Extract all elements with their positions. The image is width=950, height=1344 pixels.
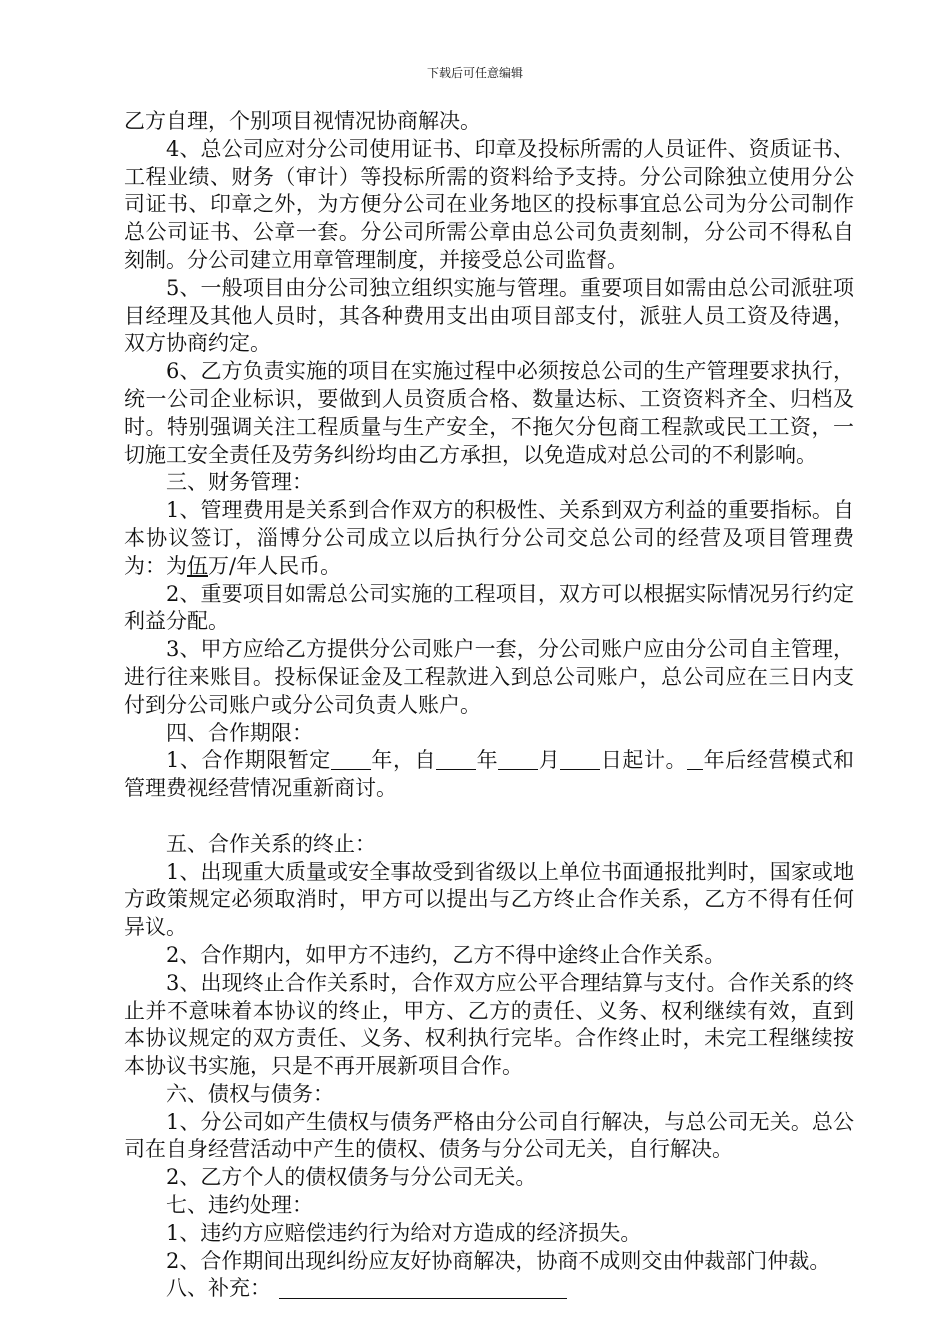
paragraph: 1、违约方应赔偿违约行为给对方造成的经济损失。 bbox=[166, 1220, 642, 1245]
section-heading: 四、合作期限： bbox=[166, 720, 313, 745]
paragraph: 2、乙方个人的债权债务与分公司无关。 bbox=[166, 1165, 537, 1190]
spacer bbox=[124, 803, 854, 831]
paragraph-term bbox=[124, 747, 854, 803]
paragraph: 乙方自理，个别项目视情况协商解决。 bbox=[124, 109, 481, 133]
blank-years bbox=[331, 749, 371, 770]
section-heading: 七、违约处理： bbox=[166, 1193, 313, 1218]
paragraph: 4、总公司应对分公司使用证书、印章及投标所需的人员证件、资质证书、工程业绩、财务（审计）等投标所需的资料给予支持。分公司除独立使用分公司证书、印章之外，为方便分公司在业务地区的投标事宜总公司为分公司制作总公司证书、公章一套。分公司所需公章由总公司负责刻制，分公司不得私自刻制。分公司建立用章管理制度，并接受总公司监督。 bbox=[124, 136, 854, 272]
supplement-blank bbox=[279, 1276, 567, 1299]
paragraph: 3、出现终止合作关系时，合作双方应公平合理结算与支付。合作关系的终止并不意味着本协议的终止，甲方、乙方的责任、义务、权利继续有效，直到本协议规定的双方责任、义务、权利执行完毕。合作终止时，未完工程继续按本协议书实施，只是不再开展新项目合作。 bbox=[124, 970, 854, 1079]
supplement-line bbox=[124, 1275, 854, 1303]
supplement-label: 八、补充： bbox=[166, 1276, 271, 1301]
term-text: 年 bbox=[476, 748, 499, 773]
term-text: 年后经营模式和管理费视经营情况重新商讨。 bbox=[124, 748, 855, 801]
term-text: 年，自 bbox=[370, 748, 437, 773]
paragraph: 2、重要项目如需总公司实施的工程项目，双方可以根据实际情况另行约定利益分配。 bbox=[124, 581, 854, 634]
fee-suffix: 万/年人民币。 bbox=[208, 553, 342, 578]
paragraph: 1、出现重大质量或安全事故受到省级以上单位书面通报批判时，国家或地方政策规定必须取消时，甲方可以提出与乙方终止合作关系，乙方不得有任何异议。 bbox=[124, 859, 854, 940]
term-text: 1、合作期限暂定 bbox=[166, 748, 331, 773]
blank-review-years bbox=[687, 749, 703, 770]
term-text: 日起计。 bbox=[600, 748, 688, 773]
page-header: 下载后可任意编辑 bbox=[426, 66, 523, 80]
paragraph-management-fee bbox=[124, 497, 854, 580]
paragraph: 5、一般项目由分公司独立组织实施与管理。重要项目如需由总公司派驻项目经理及其他人员时，其各种费用支出由项目部支付，派驻人员工资及待遇，双方协商约定。 bbox=[124, 275, 854, 356]
term-text: 月 bbox=[538, 748, 561, 773]
blank-start-month bbox=[498, 749, 538, 770]
section-heading: 三、财务管理： bbox=[166, 470, 313, 495]
paragraph: 1、分公司如产生债权与债务严格由分公司自行解决，与总公司无关。总公司在自身经营活动中产生的债权、债务与分公司无关，自行解决。 bbox=[124, 1109, 854, 1162]
paragraph: 6、乙方负责实施的项目在实施过程中必须按总公司的生产管理要求执行，统一公司企业标识，要做到人员资质合格、数量达标、工资资料齐全、归档及时。特别强调关注工程质量与生产安全，不拖欠分包商工程款或民工工资，一切施工安全责任及劳务纠纷均由乙方承担，以免造成对总公司的不利影响。 bbox=[124, 359, 854, 467]
blank-start-day bbox=[560, 749, 600, 770]
paragraph: 2、合作期间出现纠纷应友好协商解决，协商不成则交由仲裁部门仲裁。 bbox=[166, 1248, 831, 1273]
section-heading: 五、合作关系的终止： bbox=[166, 831, 376, 856]
fee-prefix: 1、管理费用是关系到合作双方的积极性、关系到双方利益的重要指标。自本协议签订，淄博分公司成立以后执行分公司交总公司的经营及项目管理费为：为 bbox=[124, 498, 854, 578]
paragraph: 2、合作期内，如甲方不违约，乙方不得中途终止合作关系。 bbox=[166, 942, 726, 967]
section-heading: 六、债权与债务： bbox=[166, 1081, 334, 1106]
fee-amount: 伍 bbox=[187, 553, 208, 578]
contract-body bbox=[124, 108, 854, 1303]
paragraph: 3、甲方应给乙方提供分公司账户一套，分公司账户应由分公司自主管理，进行往来账目。投标保证金及工程款进入到总公司账户，总公司应在三日内支付到分公司账户或分公司负责人账户。 bbox=[124, 637, 854, 717]
blank-start-year bbox=[436, 749, 476, 770]
